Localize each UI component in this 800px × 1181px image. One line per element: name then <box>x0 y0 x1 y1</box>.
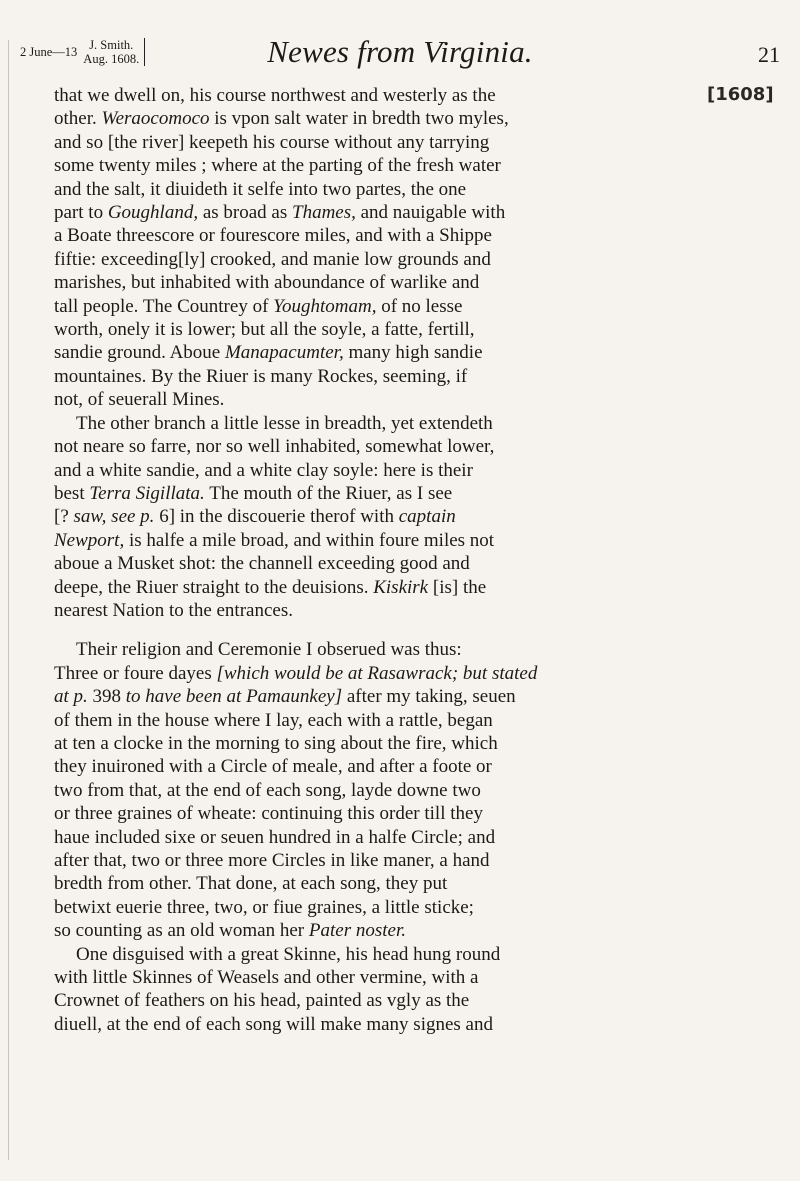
text-line <box>54 989 696 1012</box>
italic-text: Youghtomam, <box>273 295 377 317</box>
text-line <box>54 638 696 661</box>
text-line <box>54 966 696 989</box>
text-run: 6] in the discouerie therof with <box>154 506 399 528</box>
text-line <box>54 802 696 825</box>
text-line <box>54 435 696 458</box>
italic-text: saw, see p. <box>73 506 155 528</box>
text-line <box>54 685 696 708</box>
text-run: many high sandie <box>343 342 483 364</box>
text-run: 398 <box>87 686 126 708</box>
date-range: 2 June—13 <box>20 44 78 59</box>
source-date: Aug. 1608. <box>83 52 140 66</box>
text-line <box>54 599 696 622</box>
text-line <box>54 459 696 482</box>
text-line <box>54 779 696 802</box>
text-run: so counting as an old woman her <box>54 920 309 942</box>
italic-text: to have been at Pamaunkey] <box>125 686 343 708</box>
page-title: Newes from Virginia. <box>267 34 533 69</box>
paragraph <box>54 638 696 1036</box>
paragraph <box>54 84 696 622</box>
text-run: Their religion and Ceremonie I obserued was thus: <box>76 639 462 661</box>
text-run: some twenty miles ; where at the parting of the fresh water <box>54 155 501 177</box>
text-run: with little Skinnes of Weasels and other vermine, with a <box>54 967 479 989</box>
text-line <box>54 662 696 685</box>
text-line <box>54 872 696 895</box>
text-run: best <box>54 482 90 504</box>
italic-text: Kiskirk <box>373 576 429 598</box>
text-run: One disguised with a great Skinne, his head hung round <box>76 943 501 965</box>
text-line <box>54 154 696 177</box>
italic-text: at p. <box>54 686 88 708</box>
italic-text: Newport, <box>54 529 125 551</box>
source-author: J. Smith. <box>89 38 134 52</box>
text-run: other. <box>54 108 102 130</box>
italic-text: Pater noster. <box>308 920 406 942</box>
running-header <box>20 30 780 82</box>
text-run: after my taking, seuen <box>342 686 516 708</box>
text-run: that we dwell on, his course northwest and westerly as the <box>54 85 496 106</box>
text-run: marishes, but inhabited with aboundance of warlike and <box>54 272 480 294</box>
text-run: not, of seuerall Mines. <box>54 389 225 411</box>
text-run: not neare so farre, nor so well inhabited, somewhat lower, <box>54 436 495 458</box>
text-run: part to <box>54 202 108 224</box>
text-line <box>54 107 696 130</box>
text-run: haue included sixe or seuen hundred in a halfe Circle; and <box>54 826 496 848</box>
text-run: nearest Nation to the entrances. <box>54 599 293 621</box>
text-run: is halfe a mile broad, and within foure miles not <box>124 529 495 551</box>
italic-text: Thames, <box>292 202 356 224</box>
italic-text: Goughland, <box>107 202 199 224</box>
italic-text: Terra Sigillata. <box>89 482 205 504</box>
text-run: The mouth of the Riuer, as I see <box>204 482 453 504</box>
text-line <box>54 318 696 341</box>
text-line <box>54 178 696 201</box>
text-line <box>54 295 696 318</box>
text-run: mountaines. By the Riuer is many Rockes, seeming, if <box>54 365 468 387</box>
text-line <box>54 826 696 849</box>
text-run: after that, two or three more Circles in like maner, a hand <box>54 850 490 871</box>
page-edge-shadow <box>8 40 9 1160</box>
text-run: betwixt euerie three, two, or fiue graines, a little sticke; <box>54 896 474 918</box>
text-run: at ten a clocke in the morning to sing about the fire, which <box>54 732 498 754</box>
text-run: two from that, at the end of each song, layde downe two <box>54 779 481 801</box>
text-line <box>54 131 696 154</box>
text-line <box>54 201 696 224</box>
text-run: and so [the river] keepeth his course without any tarrying <box>54 131 490 153</box>
text-line <box>54 1013 696 1036</box>
page-number: 21 <box>758 42 780 67</box>
text-run: aboue a Musket shot: the channell exceeding good and <box>54 553 470 575</box>
text-run: they inuironed with a Circle of meale, and after a foote or <box>54 756 492 778</box>
text-run: of no lesse <box>376 295 463 317</box>
text-line <box>54 248 696 271</box>
text-run: and nauigable with <box>355 202 506 224</box>
text-line <box>54 271 696 294</box>
margin-year-note: [1608] <box>707 84 774 105</box>
text-line <box>54 84 696 107</box>
italic-text: Manapacumter, <box>224 342 344 364</box>
text-line <box>54 365 696 388</box>
text-run: tall people. The Countrey of <box>54 295 274 317</box>
text-line <box>54 412 696 435</box>
text-line <box>54 505 696 528</box>
text-run: deepe, the Riuer straight to the deuisions. <box>54 576 374 598</box>
text-line <box>54 341 696 364</box>
text-run: or three graines of wheate: continuing this order till they <box>54 803 483 825</box>
text-line <box>54 709 696 732</box>
text-run: and the salt, it diuideth it selfe into two partes, the one <box>54 178 467 200</box>
text-line <box>54 482 696 505</box>
text-line <box>54 755 696 778</box>
italic-text: captain <box>398 506 456 528</box>
text-run: of them in the house where I lay, each with a rattle, began <box>54 709 493 731</box>
text-run: worth, onely it is lower; but all the soyle, a fatte, fertill, <box>54 319 475 341</box>
text-run: The other branch a little lesse in breadth, yet extendeth <box>76 412 493 434</box>
text-run: a Boate threescore or fourescore miles, and with a Shippe <box>54 225 492 247</box>
text-line <box>54 576 696 599</box>
text-run: and a white sandie, and a white clay soyle: here is their <box>54 459 473 481</box>
text-run: [is] the <box>428 576 487 598</box>
text-line <box>54 896 696 919</box>
text-line <box>54 849 696 872</box>
italic-text: Weraocomoco <box>101 108 210 130</box>
text-line <box>54 224 696 247</box>
text-run: is vpon salt water in bredth two myles, <box>209 108 509 130</box>
text-run: Three or foure dayes <box>54 662 217 684</box>
text-line <box>54 388 696 411</box>
text-run: [? <box>54 506 74 528</box>
text-run: bredth from other. That done, at each song, they put <box>54 873 448 895</box>
text-run: as broad as <box>198 202 292 224</box>
italic-text: [which would be at Rasawrack; but stated <box>216 662 538 684</box>
text-run: sandie ground. Aboue <box>54 342 225 364</box>
text-run: Crownet of feathers on his head, painted as vgly as the <box>54 990 470 1012</box>
text-line <box>54 943 696 966</box>
body-text <box>54 84 696 1036</box>
text-line <box>54 529 696 552</box>
text-line <box>54 732 696 755</box>
text-run: diuell, at the end of each song will make many signes and <box>54 1013 493 1035</box>
text-line <box>54 919 696 942</box>
text-run: fiftie: exceeding[ly] crooked, and manie low grounds and <box>54 248 491 270</box>
text-line <box>54 552 696 575</box>
